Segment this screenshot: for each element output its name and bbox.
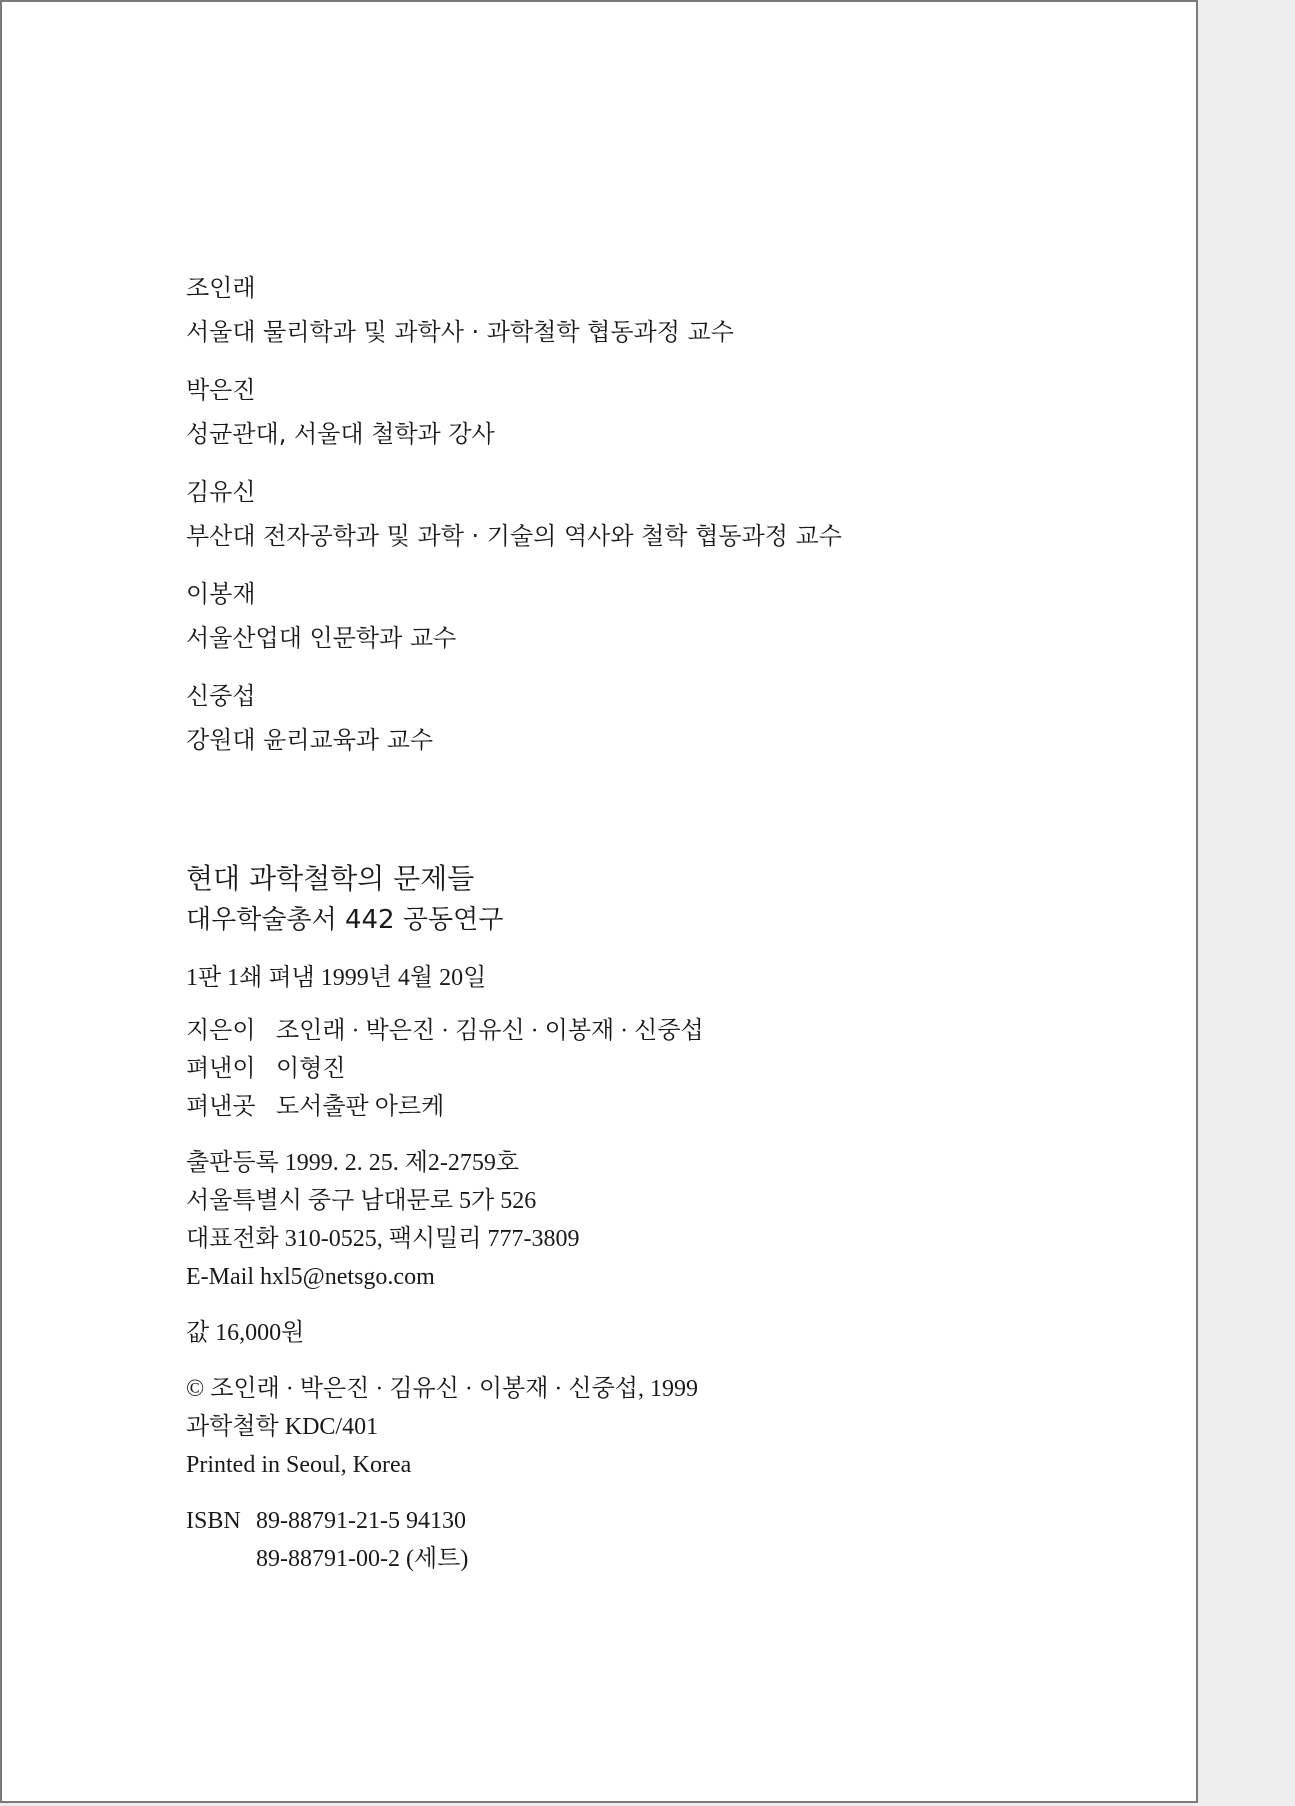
author-name: 김유신 [186,478,256,506]
isbn-block [186,1502,1086,1578]
address-line: 서울특별시 중구 남대문로 5가 526 [186,1188,537,1214]
printed-line: Printed in Seoul, Korea [186,1452,412,1478]
staff-value: 이형진 [276,1056,346,1082]
edition-line: 1판 1쇄 펴냄 1999년 4월 20일 [186,965,487,991]
isbn-row-primary [186,1502,1086,1540]
author-affiliation: 서울대 물리학과 및 과학사 · 과학철학 협동과정 교수 [186,318,734,346]
staff-value: 도서출판 아르케 [276,1094,445,1120]
email-line: E-Mail hxl5@netsgo.com [186,1264,435,1290]
isbn-set: 89-88791-00-2 (세트) [256,1546,469,1572]
isbn-label: ISBN [186,1508,241,1534]
isbn-primary: 89-88791-21-5 94130 [256,1508,466,1534]
registration-line: 출판등록 1999. 2. 25. 제2-2759호 [186,1150,520,1176]
publisher-info [186,1144,1086,1296]
author-entry [186,578,1086,654]
author-name: 이봉재 [186,580,256,608]
author-entry [186,476,1086,552]
staff-row-publisher [186,1050,1086,1088]
colophon [186,272,1086,1578]
author-name: 조인래 [186,274,256,302]
phone-line: 대표전화 310-0525, 팩시밀리 777-3809 [186,1226,580,1252]
isbn-row-set [186,1540,1086,1578]
price-line: 값 16,000원 [186,1320,305,1346]
staff-row-press [186,1088,1086,1126]
author-name: 신중섭 [186,682,256,710]
copyright-line: © 조인래 · 박은진 · 김유신 · 이봉재 · 신중섭, 1999 [186,1376,698,1402]
author-entry [186,680,1086,756]
isbn-label-spacer [186,1540,256,1578]
staff-list [186,1012,1086,1126]
staff-label: 펴낸이 [186,1056,256,1082]
author-name: 박은진 [186,376,256,404]
author-affiliation: 서울산업대 인문학과 교수 [186,624,457,652]
staff-row-author [186,1012,1086,1050]
author-list [186,272,1086,756]
staff-value: 조인래 · 박은진 · 김유신 · 이봉재 · 신중섭 [276,1018,704,1044]
book-info [186,860,1086,938]
book-title: 현대 과학철학의 문제들 [186,862,475,895]
kdc-line: 과학철학 KDC/401 [186,1414,379,1440]
author-affiliation: 성균관대, 서울대 철학과 강사 [186,420,495,448]
staff-label: 펴낸곳 [186,1094,256,1120]
author-affiliation: 부산대 전자공학과 및 과학 · 기술의 역사와 철학 협동과정 교수 [186,522,842,550]
staff-label: 지은이 [186,1018,256,1044]
author-affiliation: 강원대 윤리교육과 교수 [186,726,434,754]
book-series: 대우학술총서 442 공동연구 [186,905,504,935]
author-entry [186,272,1086,348]
copyright-block [186,1370,1086,1484]
price-block [186,1314,1086,1352]
author-entry [186,374,1086,450]
